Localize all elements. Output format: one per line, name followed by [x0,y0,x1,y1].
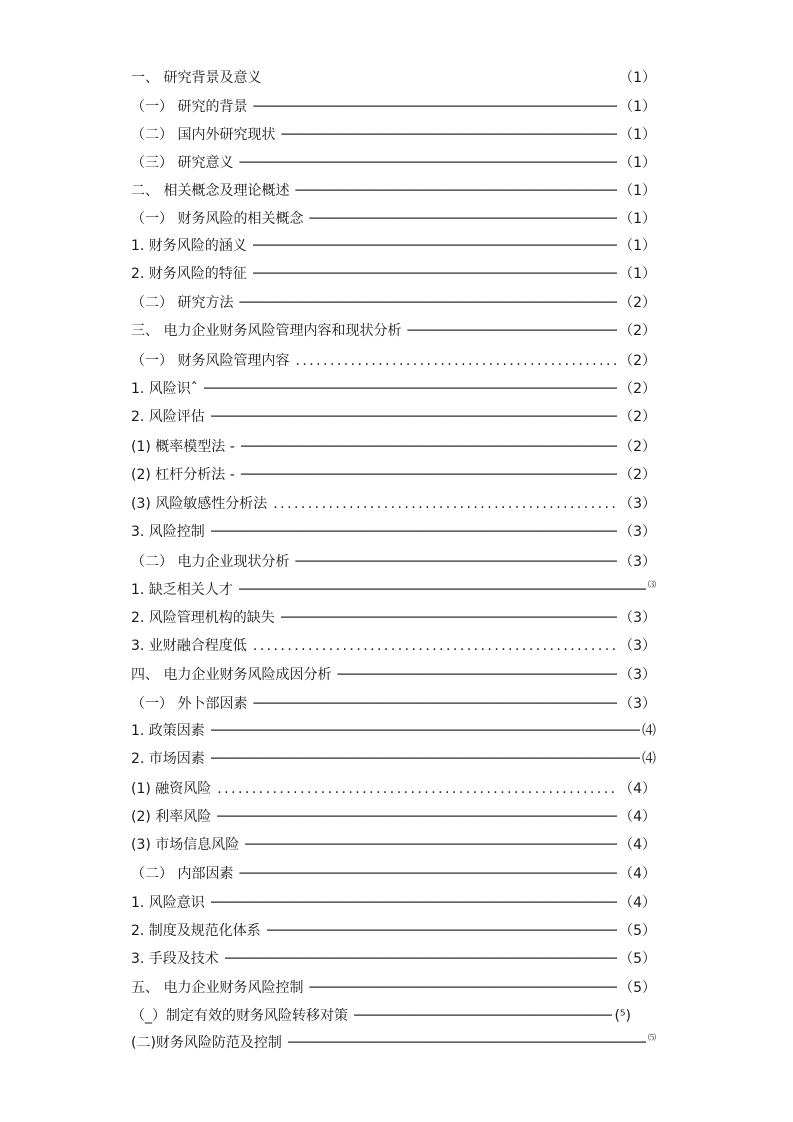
toc-entry-title: （_）制定有效的财务风险转移对策 [131,1008,348,1024]
toc-entry[interactable] [131,748,656,770]
toc-page-number: （1） [619,127,656,143]
toc-leader [239,292,617,314]
toc-entry[interactable] [131,436,656,458]
toc-leader [288,1032,646,1054]
toc-page-number: （2） [619,323,656,339]
toc-entry-title: 3. 业财融合程度低 [131,638,247,654]
toc-entry-title: 2. 制度及规范化体系 [131,923,261,939]
toc-leader [245,834,617,856]
toc-leader [239,579,646,601]
toc-entry-title: 1. 风险识ˆ [131,381,198,397]
toc-entry-title: 三、 电力企业财务风险管理内容和现状分析 [131,323,402,339]
toc-entry-title: (3) 风险敏感性分析法 [131,496,268,512]
toc-entry-title: 四、 电力企业财务风险成因分析 [131,667,332,683]
toc-entry-title: 3. 手段及技术 [131,951,219,967]
toc-entry[interactable] [131,693,656,715]
toc-entry-title: (1) 融资风险 [131,781,212,797]
toc-entry[interactable] [131,892,656,914]
toc-entry[interactable] [131,635,656,657]
toc-entry-title: 1. 财务风险的涵义 [131,238,247,254]
toc-entry[interactable] [131,1032,656,1054]
toc-entry-title: (3) 市场信息风险 [131,837,240,853]
toc-entry-title: （二） 国内外研究现状 [131,127,276,143]
toc-page-number: （2） [619,353,656,369]
toc-entry-title: (1) 概率模型法 - [131,439,235,455]
toc-page-number: （1） [619,155,656,171]
toc-page-number: （2） [619,439,656,455]
toc-page-number: （1） [619,266,656,282]
toc-entry[interactable] [131,180,656,202]
toc-leader [295,551,617,573]
toc-page-number: （2） [619,295,656,311]
toc-leader [253,693,617,715]
toc-entry-title: （二） 内部因素 [131,866,234,882]
toc-page-number: ⑶ [648,580,656,589]
toc-entry[interactable] [131,406,656,428]
toc-entry[interactable] [131,607,656,629]
toc-entry[interactable] [131,235,656,257]
toc-page-number: （4） [619,895,656,911]
toc-page-number: （5） [619,951,656,967]
toc-entry-title: (二)财务风险防范及控制 [131,1035,282,1051]
toc-entry-title: （二） 电力企业现状分析 [131,554,290,570]
toc-page-number: （2） [619,409,656,425]
toc-entry-title: 2. 市场因素 [131,751,205,767]
toc-page-number: ⑷ [642,751,656,767]
toc-entry[interactable] [131,579,656,601]
toc-leader [281,124,617,146]
toc-leader [211,748,640,770]
toc-entry[interactable] [131,521,656,543]
toc-entry-title: （一） 财务风险管理内容 [131,353,290,369]
toc-page-number: （3） [619,610,656,626]
toc-page-number: （3） [619,638,656,654]
toc-entry-title: （一） 财务风险的相关概念 [131,211,304,227]
toc-page-number: （1） [619,183,656,199]
toc-leader [309,977,617,999]
toc-entry[interactable] [131,96,656,118]
toc-entry[interactable] [131,863,656,885]
toc-leader [253,635,617,657]
toc-entry-title: （三） 研究意义 [131,155,234,171]
toc-entry[interactable] [131,778,656,800]
toc-page-number: （2） [619,467,656,483]
toc-leader [281,607,617,629]
toc-page-number: （1） [619,70,656,86]
toc-page-number: （4） [619,809,656,825]
toc-leader [211,892,617,914]
toc-leader [239,863,617,885]
toc-leader [204,378,617,400]
toc-entry-title: （一） 研究的背景 [131,99,248,115]
toc-leader [253,96,617,118]
toc-entry[interactable] [131,834,656,856]
toc-entry[interactable] [131,664,656,686]
toc-leader [273,493,617,515]
toc-leader [241,436,617,458]
toc-leader [309,208,617,230]
toc-page-number: （1） [619,238,656,254]
toc-leader [253,263,617,285]
toc-leader [239,152,617,174]
toc-leader [211,406,617,428]
toc-leader [211,720,640,742]
toc-entry[interactable] [131,720,656,742]
toc-page-number: （3） [619,524,656,540]
toc-entry[interactable] [131,67,656,89]
toc-entry-title: 1. 风险意识 [131,895,205,911]
toc-page-number: （3） [619,496,656,512]
toc-entry[interactable] [131,806,656,828]
toc-leader [295,180,617,202]
toc-entry[interactable] [131,378,656,400]
toc-page-number: （4） [619,781,656,797]
toc-page-number: （4） [619,837,656,853]
toc-page-number: （2） [619,381,656,397]
toc-leader [225,948,617,970]
toc-entry-title: 2. 风险管理机构的缺失 [131,610,275,626]
toc-entry-title: （二） 研究方法 [131,295,234,311]
toc-entry[interactable] [131,208,656,230]
toc-leader [295,350,617,372]
toc-page-number: （1） [619,99,656,115]
toc-leader [267,920,617,942]
toc-page-number: ⑷ [642,723,656,739]
toc-entry-title: 3. 风险控制 [131,524,205,540]
toc-entry-title: 1. 缺乏相关人才 [131,582,233,598]
toc-leader [253,235,617,257]
toc-leader [337,664,617,686]
toc-page-number: (⁵) [614,1008,631,1024]
toc-page-number: （4） [619,866,656,882]
toc-entry-title: （一） 外卜部因素 [131,696,248,712]
toc-entry-title: (2) 利率风险 [131,809,212,825]
toc-leader [217,778,617,800]
toc-entry[interactable] [131,124,656,146]
toc-entry-title: 2. 财务风险的特征 [131,266,247,282]
toc-entry[interactable] [131,464,656,486]
toc-entry[interactable] [131,948,656,970]
toc-entry-title: 二、 相关概念及理论概述 [131,183,290,199]
toc-leader [354,1005,612,1027]
toc-leader [241,464,617,486]
toc-entry[interactable] [131,263,656,285]
toc-page-number: ⑸ [648,1033,656,1042]
toc-entry[interactable] [131,350,656,372]
toc-entry-title: 一、 研究背景及意义 [131,70,262,86]
toc-entry[interactable] [131,977,656,999]
toc-entry[interactable] [131,152,656,174]
toc-page-number: （3） [619,554,656,570]
toc-entry[interactable] [131,551,656,573]
toc-page-number: （1） [619,211,656,227]
toc-entry[interactable] [131,292,656,314]
toc-leader [217,806,617,828]
toc-leader [211,521,617,543]
toc-entry-title: 1. 政策因素 [131,723,205,739]
toc-page-number: （5） [619,980,656,996]
toc-entry-title: (2) 杠杆分析法 - [131,467,235,483]
toc-page-number: （5） [619,923,656,939]
toc-entry[interactable] [131,320,656,342]
toc-entry[interactable] [131,493,656,515]
toc-entry[interactable] [131,1005,631,1027]
toc-entry-title: 五、 电力企业财务风险控制 [131,980,304,996]
toc-page-number: （3） [619,696,656,712]
toc-entry[interactable] [131,920,656,942]
toc-leader [407,320,617,342]
toc-page-number: （3） [619,667,656,683]
toc-entry-title: 2. 风险评估 [131,409,205,425]
